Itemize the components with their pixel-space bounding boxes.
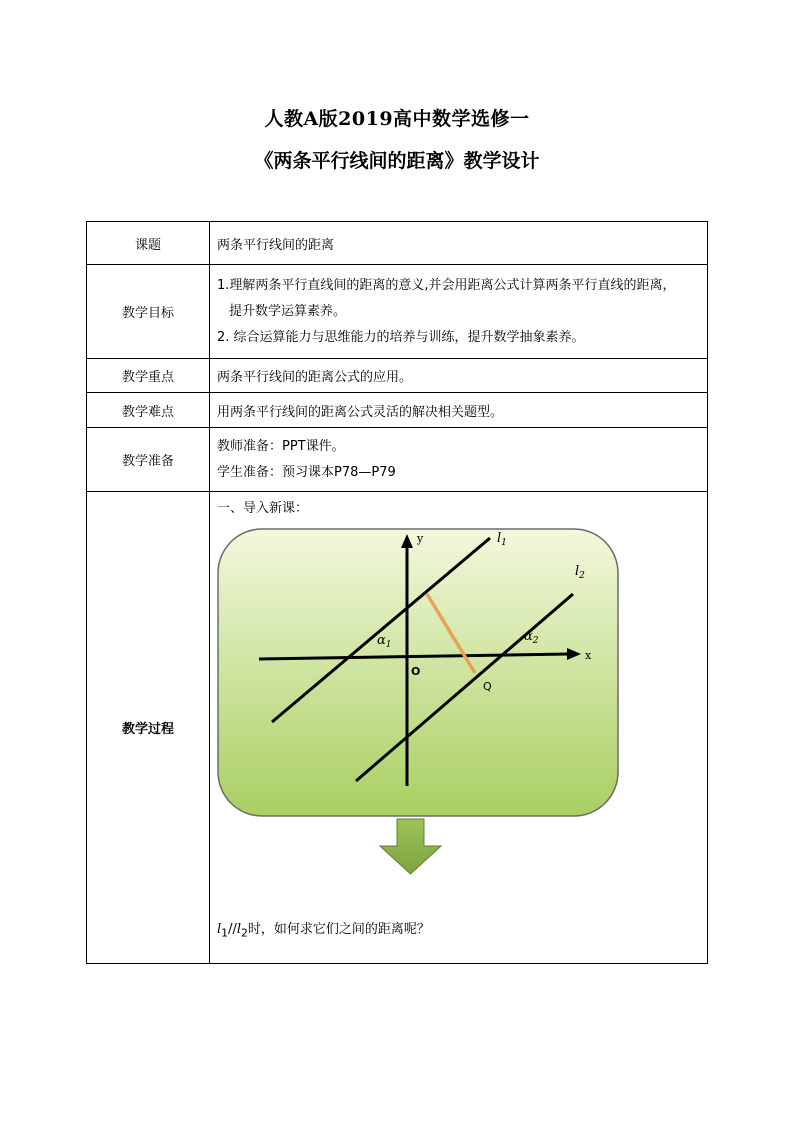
- down-arrow-icon: [380, 819, 441, 874]
- teacher-preparation: 教师准备：PPT课件。: [217, 438, 345, 454]
- angle-alpha1-label: $\alpha_1$: [377, 633, 392, 650]
- process-question: $l_1//l_2$时，如何求它们之间的距离呢？: [217, 922, 430, 940]
- diagram-svg: [217, 528, 637, 898]
- content-process: [210, 492, 708, 964]
- process-intro: 一、导入新课：: [217, 501, 309, 516]
- parallel-lines-diagram: [217, 528, 637, 898]
- label-keypoints: 教学重点: [87, 359, 210, 393]
- point-q-label: Q: [483, 680, 492, 693]
- content-topic: 两条平行线间的距离: [210, 222, 708, 265]
- content-keypoints: 两条平行线间的距离公式的应用。: [210, 359, 708, 393]
- objective-1-continued: 提升数学运算素养。: [229, 303, 347, 319]
- origin-label: O: [411, 665, 421, 678]
- objective-2: 2. 综合运算能力与思维能力的培养与训练，提升数学抽象素养。: [217, 329, 585, 345]
- student-preparation: 学生准备：预习课本P78—P79: [217, 464, 396, 480]
- document-title-line2: 《两条平行线间的距离》教学设计: [254, 150, 540, 172]
- table-row-preparation: [87, 428, 708, 492]
- objective-1: 1.理解两条平行直线间的距离的意义,并会用距离公式计算两条平行直线的距离，: [217, 277, 676, 293]
- lesson-plan-table: [86, 221, 708, 964]
- table-row-keypoints: [87, 359, 708, 393]
- label-objectives: 教学目标: [87, 265, 210, 359]
- content-difficulties: 用两条平行线间的距离公式灵活的解决相关题型。: [210, 393, 708, 428]
- label-difficulties: 教学难点: [87, 393, 210, 428]
- label-process: 教学过程: [87, 492, 210, 964]
- axis-x-label: x: [585, 649, 592, 662]
- table-row-difficulties: [87, 393, 708, 428]
- label-topic: 课题: [87, 222, 210, 265]
- table-row-objectives: [87, 265, 708, 359]
- table-row-topic: [87, 222, 708, 265]
- content-preparation: [210, 428, 708, 492]
- line-l2-label: $l_2$: [575, 564, 585, 581]
- axis-y-label: y: [417, 532, 424, 545]
- content-objectives: [210, 265, 708, 359]
- angle-alpha2-label: $\alpha_2$: [524, 629, 539, 646]
- document-title-line1: 人教A版2019高中数学选修一: [264, 108, 530, 130]
- label-preparation: 教学准备: [87, 428, 210, 492]
- line-l1-label: $l_1$: [497, 531, 507, 548]
- table-row-process: [87, 492, 708, 964]
